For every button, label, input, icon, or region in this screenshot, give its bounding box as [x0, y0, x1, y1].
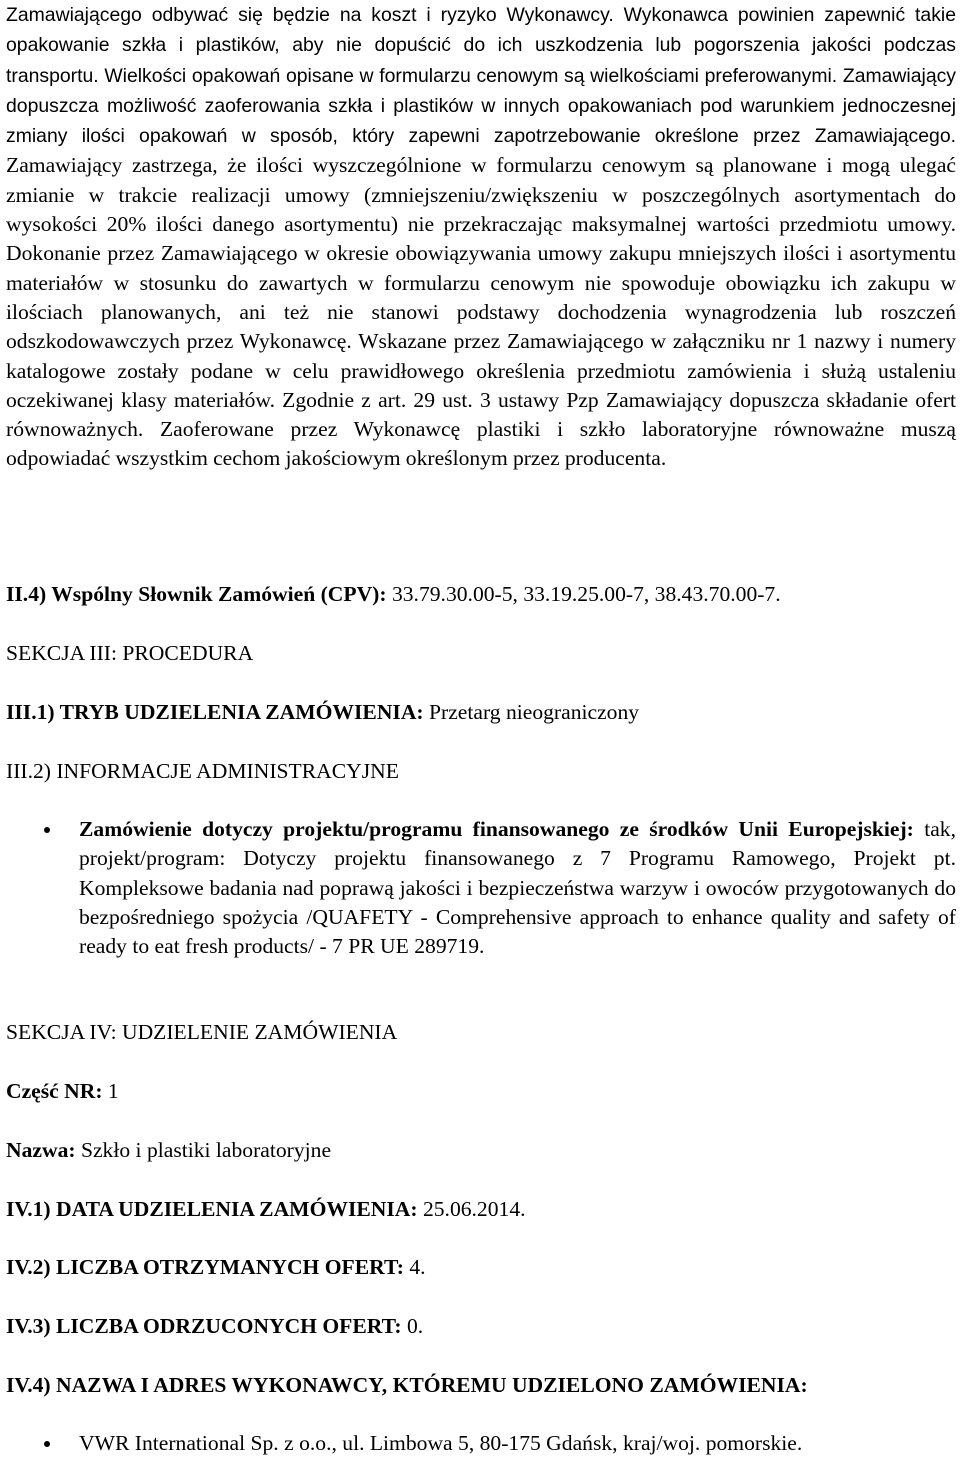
section3-heading: SEKCJA III: PROCEDURA: [6, 641, 254, 665]
eu-funding-value: tak, projekt/program: Dotyczy projektu finansowanego z 7 Programu Ramowego, Projekt pt. Kompleksowe badania nad poprawą jakości i bezpieczeństwa warzyw i owoców przygotowanych do bezpośredniego spożycia /QUAFETY - Comprehensive approach to enhance quality and safety of ready to eat fresh products/ - 7 PR UE 289719.: [79, 817, 956, 959]
rejected-count-label: IV.3) LICZBA ODRZUCONYCH OFERT:: [6, 1314, 402, 1338]
section4-heading: SEKCJA IV: UDZIELENIE ZAMÓWIENIA: [6, 1020, 398, 1044]
eu-funding-label: Zamówienie dotyczy projektu/programu finansowanego ze środków Unii Europejskiej:: [79, 817, 914, 841]
contractor-item: [6, 1429, 956, 1458]
rejected-count-value: 0.: [401, 1314, 424, 1338]
contractor-value: VWR International Sp. z o.o., ul. Limbowa 5, 80-175 Gdańsk, kraj/woj. pomorskie.: [79, 1431, 803, 1455]
cpv-value: 33.79.30.00-5, 33.19.25.00-7, 38.43.70.00-7.: [386, 582, 781, 606]
contractor-heading: [6, 1371, 808, 1400]
award-date-value: 25.06.2014.: [417, 1197, 526, 1221]
part-number-line: [6, 1077, 119, 1106]
name-line: [6, 1136, 331, 1165]
cpv-line: [6, 580, 781, 609]
part-number-label: Część NR:: [6, 1079, 103, 1103]
intro-paragraph-sans: Zamawiającego odbywać się będzie na koszt i ryzyko Wykonawcy. Wykonawca powinien zapewnić takie opakowanie szkła i plastików, aby nie dopuścić do ich uszkodzenia lub pogorszenia jakości podczas transportu. Wielkości opakowań opisane w formularzu cenowym są wielkościami preferowanymi. Zamawiający dopuszcza możliwość zaoferowania szkła i plastików w innych opakowaniach pod warunkiem jednoczesnej zmiany ilości opakowań w sposób, który zapewni zapotrzebowanie określone przez Zamawiającego.: [6, 4, 956, 148]
bullet-dot-icon: [44, 827, 50, 833]
cpv-label: II.4) Wspólny Słownik Zamówień (CPV):: [6, 582, 387, 606]
rejected-count-line: [6, 1312, 423, 1341]
tryb-label: III.1) TRYB UDZIELENIA ZAMÓWIENIA:: [6, 700, 424, 724]
tryb-value: Przetarg nieograniczony: [423, 700, 640, 724]
eu-funding-item: [6, 815, 956, 961]
bullet-dot-icon: [44, 1441, 50, 1447]
part-number-value: 1: [102, 1079, 119, 1103]
contractor-list: [6, 1429, 956, 1458]
offers-count-value: 4.: [403, 1255, 426, 1279]
tryb-line: [6, 698, 639, 727]
award-date-line: [6, 1195, 526, 1224]
offers-count-line: [6, 1253, 426, 1282]
info-admin-heading: III.2) INFORMACJE ADMINISTRACYJNE: [6, 759, 399, 783]
name-value: Szkło i plastiki laboratoryjne: [75, 1138, 332, 1162]
offers-count-label: IV.2) LICZBA OTRZYMANYCH OFERT:: [6, 1255, 404, 1279]
contractor-label: IV.4) NAZWA I ADRES WYKONAWCY, KTÓREMU UDZIELONO ZAMÓWIENIA:: [6, 1373, 808, 1397]
award-date-label: IV.1) DATA UDZIELENIA ZAMÓWIENIA:: [6, 1197, 418, 1221]
intro-paragraph-serif: Zamawiający zastrzega, że ilości wyszczególnione w formularzu cenowym są planowane i mogą ulegać zmianie w trakcie realizacji umowy (zmniejszeniu/zwiększeniu w poszczególnych asortymentach do wysokości 20% ilości danego asortymentu) nie przekraczając maksymalnej wartości przedmiotu umowy. Dokonanie przez Zamawiającego w okresie obowiązywania umowy zakupu mniejszych ilości i asortymentu materiałów w stosunku do zawartych w formularzu cenowym nie spowoduje obowiązku ich zakupu w ilościach planowanych, ani też nie stanowi podstawy dochodzenia wynagrodzenia lub roszczeń odszkodowawczych przez Wykonawcę. Wskazane przez Zamawiającego w załączniku nr 1 nazwy i numery katalogowe zostały podane w celu prawidłowego określenia przedmiotu zamówienia i służą ustaleniu oczekiwanej klasy materiałów. Zgodnie z art. 29 ust. 3 ustawy Pzp Zamawiający dopuszcza składanie ofert równoważnych. Zaoferowane przez Wykonawcę plastiki i szkło laboratoryjne równoważne muszą odpowiadać wszystkim cechom jakościowym określonym przez producenta.: [6, 153, 956, 471]
eu-funding-list: [6, 815, 956, 961]
intro-paragraph: [6, 0, 956, 474]
name-label: Nazwa:: [6, 1138, 76, 1162]
